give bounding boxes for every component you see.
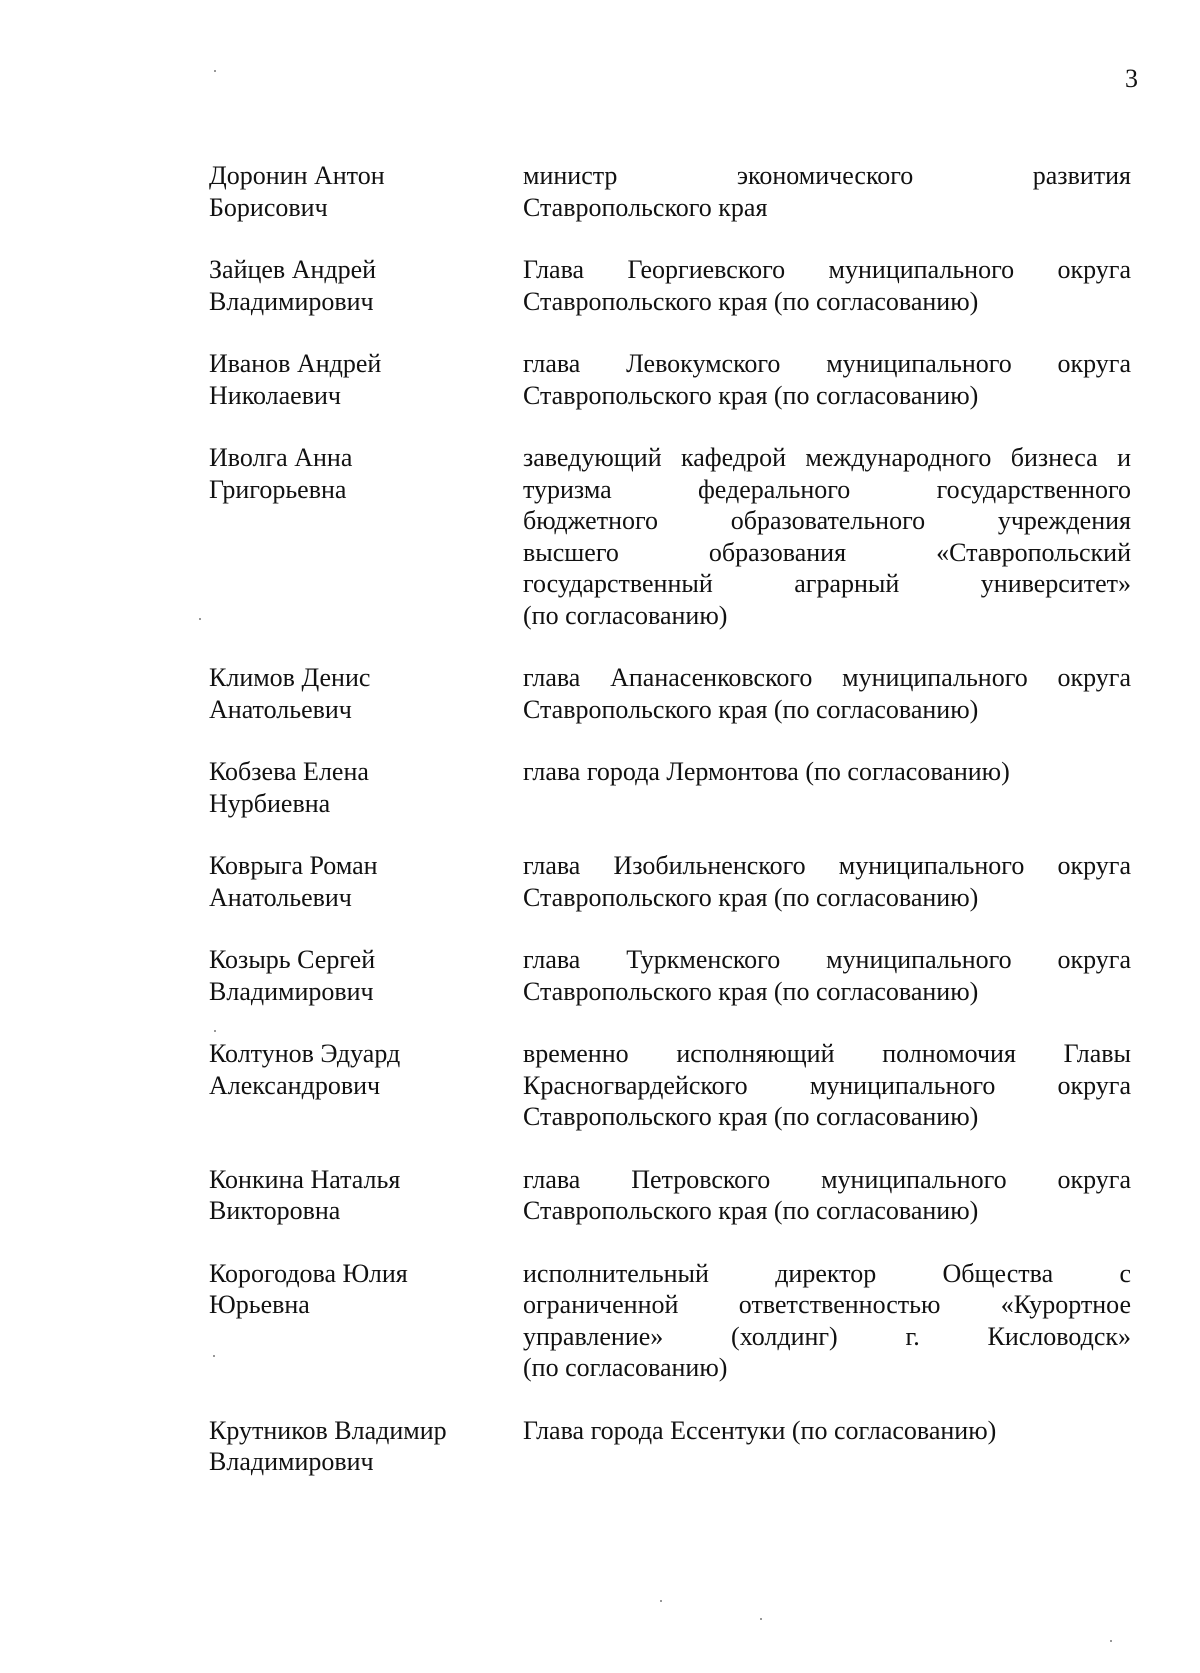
member-name-line: Зайцев Андрей — [209, 255, 377, 284]
member-position — [523, 850, 1131, 913]
member-position-line: высшего образования «Ставропольский — [523, 537, 1131, 567]
roster-entry — [209, 756, 1131, 819]
roster-entry — [209, 348, 1131, 411]
scan-speck — [199, 618, 201, 620]
member-name-line: Викторовна — [209, 1196, 341, 1225]
member-name — [209, 756, 523, 819]
scan-speck — [214, 70, 216, 72]
member-position — [523, 254, 1131, 317]
roster-entry — [209, 1415, 1131, 1478]
member-name — [209, 348, 523, 411]
member-position — [523, 442, 1131, 631]
member-name-line: Климов Денис — [209, 663, 371, 692]
member-name-line: Козырь Сергей — [209, 945, 376, 974]
member-name-line: Владимирович — [209, 286, 374, 316]
scan-speck — [660, 1600, 662, 1602]
member-name-line: Николаевич — [209, 380, 341, 410]
member-position-line: Ставропольского края (по согласованию) — [523, 694, 979, 724]
roster-entry — [209, 662, 1131, 725]
member-name-line: Крутников Владимир — [209, 1415, 447, 1445]
member-name-line: Анатольевич — [209, 694, 352, 724]
member-name-line: Анатольевич — [209, 882, 352, 912]
member-position-line: глава Апанасенковского муниципального округа — [523, 663, 1131, 692]
member-position-line: министр экономического развития — [523, 161, 1131, 190]
member-position-line: исполнительный директор Общества с — [523, 1258, 1131, 1288]
member-name — [209, 662, 523, 725]
member-name — [209, 944, 523, 1007]
member-name — [209, 1038, 523, 1101]
member-position — [523, 662, 1131, 725]
roster-entry — [209, 442, 1131, 631]
member-position-line: бюджетного образовательного учреждения — [523, 506, 1131, 535]
member-name-line: Юрьевна — [209, 1290, 310, 1319]
member-name-line: Владимирович — [209, 1447, 374, 1476]
scan-speck — [213, 1355, 215, 1357]
member-position-line: (по согласованию) — [523, 600, 728, 630]
member-position-line: государственный аграрный университет» — [523, 569, 1131, 598]
scan-speck — [214, 1030, 216, 1032]
member-position-line: Ставропольского края (по согласованию) — [523, 286, 979, 316]
roster-entry — [209, 850, 1131, 913]
member-position-line: временно исполняющий полномочия Главы — [523, 1039, 1131, 1068]
roster-entry — [209, 160, 1131, 223]
member-position-line: Глава Георгиевского муниципального округа — [523, 255, 1131, 284]
member-position-line: Красногвардейского муниципального округа — [523, 1070, 1131, 1100]
member-position — [523, 160, 1131, 223]
member-position — [523, 756, 1131, 788]
member-name-line: Иволга Анна — [209, 443, 353, 472]
member-position — [523, 1415, 1131, 1447]
member-position-line: Глава города Ессентуки (по согласованию) — [523, 1415, 997, 1445]
member-position — [523, 944, 1131, 1007]
roster-entry — [209, 1038, 1131, 1133]
member-position — [523, 348, 1131, 411]
member-name — [209, 1415, 523, 1478]
roster-entry — [209, 254, 1131, 317]
member-position-line: (по согласованию) — [523, 1353, 728, 1382]
member-position — [523, 1164, 1131, 1227]
member-name — [209, 1258, 523, 1321]
member-position-line: управление» (холдинг) г. Кисловодск» — [523, 1321, 1131, 1351]
member-position-line: Ставропольского края (по согласованию) — [523, 882, 979, 912]
member-position-line: глава Туркменского муниципального округа — [523, 945, 1131, 974]
member-name — [209, 442, 523, 505]
page-number: 3 — [1125, 64, 1138, 93]
member-name — [209, 850, 523, 913]
roster-entry — [209, 1164, 1131, 1227]
member-position-line: заведующий кафедрой международного бизнеса и — [523, 443, 1131, 472]
member-position-line: туризма федерального государственного — [523, 474, 1131, 504]
member-name-line: Нурбиевна — [209, 788, 331, 818]
member-name-line: Конкина Наталья — [209, 1164, 401, 1194]
member-position-line: глава города Лермонтова (по согласованию) — [523, 757, 1010, 786]
member-name — [209, 160, 523, 223]
roster-entry — [209, 944, 1131, 1007]
member-name-line: Коврыга Роман — [209, 851, 378, 880]
scan-speck — [760, 1618, 762, 1620]
member-position — [523, 1258, 1131, 1384]
member-name-line: Колтунов Эдуард — [209, 1039, 401, 1068]
member-name — [209, 254, 523, 317]
roster-entry — [209, 1258, 1131, 1384]
member-position-line: Ставропольского края (по согласованию) — [523, 976, 979, 1006]
member-position-line: глава Петровского муниципального округа — [523, 1164, 1131, 1194]
member-name-line: Борисович — [209, 192, 328, 222]
member-name-line: Владимирович — [209, 976, 374, 1006]
member-name-line: Доронин Антон — [209, 161, 385, 190]
member-roster — [209, 160, 1131, 1509]
member-name-line: Григорьевна — [209, 474, 347, 504]
member-name-line: Кобзева Елена — [209, 757, 369, 786]
member-name-line: Иванов Андрей — [209, 349, 382, 378]
member-position-line: глава Изобильненского муниципального округа — [523, 851, 1131, 880]
member-name — [209, 1164, 523, 1227]
member-position-line: Ставропольского края (по согласованию) — [523, 380, 979, 410]
scan-speck — [1110, 1640, 1112, 1642]
member-position-line: Ставропольского края (по согласованию) — [523, 1102, 979, 1131]
member-position — [523, 1038, 1131, 1133]
member-position-line: глава Левокумского муниципального округа — [523, 349, 1131, 378]
member-position-line: ограниченной ответственностью «Курортное — [523, 1290, 1131, 1319]
member-position-line: Ставропольского края (по согласованию) — [523, 1196, 979, 1225]
member-position-line: Ставропольского края — [523, 192, 768, 222]
member-name-line: Александрович — [209, 1070, 381, 1100]
member-name-line: Корогодова Юлия — [209, 1258, 408, 1288]
